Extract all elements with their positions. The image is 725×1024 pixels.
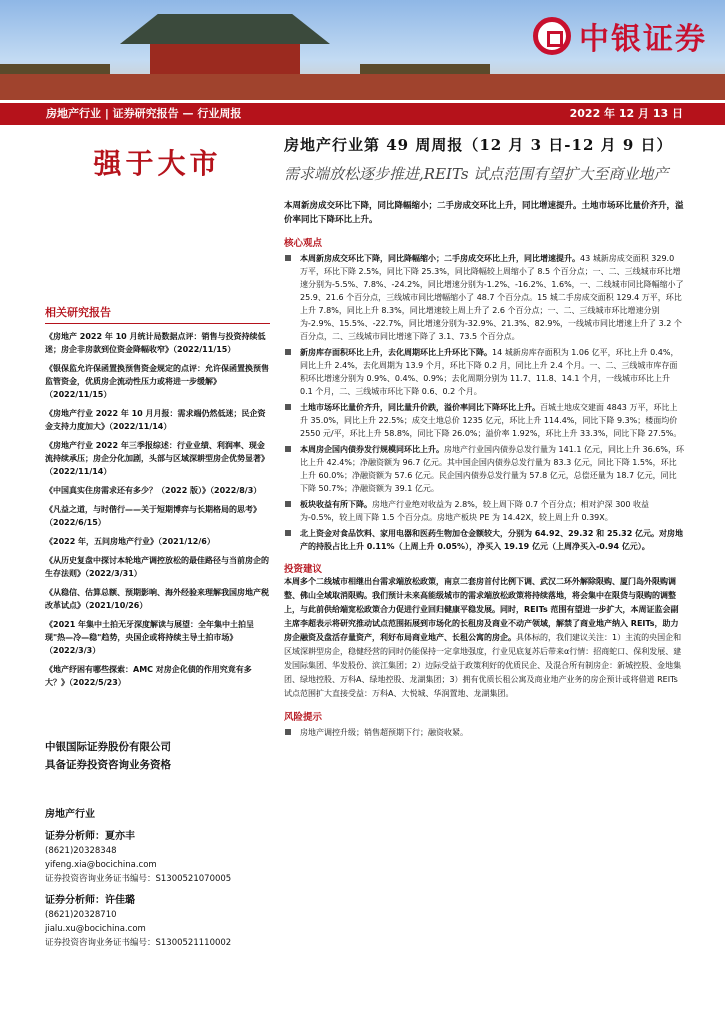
palace-roof: [120, 14, 330, 44]
analyst-title: 证券分析师：夏亦丰: [45, 831, 135, 842]
header-banner-image: [0, 0, 725, 100]
main-content: [284, 130, 684, 739]
analyst-phone: (8621)20328348: [45, 846, 117, 856]
core-point: 板块收益有所下降。房地产行业绝对收益为 2.8%，较上周下降 0.7 个百分点；相对沪深 300 收益为-0.5%，较上周下降 1.5 个百分点。房地产板块 PE 为 14.42X，较上周上升 0.39X。: [284, 498, 684, 524]
category-bar: [0, 103, 725, 125]
lead-summary: 本周新房成交环比下降，同比降幅缩小；二手房成交环比上升，同比增速提升。土地市场环比量价齐升，溢价率同比下降环比上升。: [284, 201, 684, 225]
core-points: [284, 252, 684, 553]
related-list: [45, 330, 270, 689]
palace-wall: [0, 74, 725, 100]
logo-text: 中银证券: [579, 22, 707, 57]
related-item[interactable]: 《2021 年集中土拍无牙深度解读与展望：全年集中土拍呈现"热—冷—稳"趋势，央国企或将持续主导土拍市场》（2022/3/3）: [45, 620, 255, 655]
risk-heading: 风险提示: [284, 712, 323, 723]
analyst-email[interactable]: jialu.xu@bocichina.com: [45, 924, 146, 934]
analyst-info: [45, 800, 231, 950]
core-point: 本周新房成交环比下降，同比降幅缩小；二手房成交环比上升，同比增速提升。43 城新房成交面积 329.0 万平，环比下降 2.5%，同比下降 25.3%，同比降幅较上周缩小了 8.5 个百分点；一、二、三线城市环比增速分别为-5.5%、7.8%、-24.2%，同比增速分别为-1.2%、-16.2%、1.6%，一、二线城市同比降幅缩小了 25.9、21.6 个百分点，三线城市同比增幅缩小了 48.7 个百分点。15 城二手房成交面积 129.4 万平，环比上升 7.8%，同比上升 8.3%，同比增速较上周上升了 2.6 个百分点；一、二、三线城市环比增速分别为-2.9%、15.5%、-22.7%，同比增速分别为-32.9%、21.3%、82.9%，一线城市同比增速上升了 3.2 个百分点，二、三线城市同比增速下降了 3.1、73.5 个百分点。: [284, 252, 684, 343]
related-item[interactable]: 《从历史复盘中探讨本轮地产调控放松的最佳路径与当前房企的生存法则》（2022/3/31）: [45, 556, 269, 578]
boc-logo-icon: [533, 17, 571, 55]
company-logo: [533, 14, 707, 58]
core-point: 土地市场环比量价齐升，同比量升价跌，溢价率同比下降环比上升。百城土地成交建面 4843 万平，环比上升 35.0%，同比上升 22.5%；成交土地总价 1235 亿元，环比上升 114.4%，同比下降 9.3%；楼面均价 2550 元/平，环比上升 58.8%，同比下降 26.0%；溢价率 1.92%，环比上升 33.3%，同比下降 27.5%。: [284, 401, 684, 440]
related-item[interactable]: 《中国真实住房需求还有多少？（2022 版）》（2022/8/3）: [45, 486, 262, 495]
related-item[interactable]: 《房地产行业 2022 年三季报综述：行业业绩、利润率、现金流持续承压；房企分化加剧，头部与区域深耕型房企优势显著》（2022/11/14）: [45, 441, 269, 476]
company-info: [45, 738, 171, 774]
core-heading: 核心观点: [284, 238, 323, 249]
sidebar: [45, 130, 270, 990]
related-item[interactable]: 《地产纾困有哪些探索：AMC 对房企化债的作用究竟有多大？》（2022/5/23）: [45, 665, 252, 687]
related-item[interactable]: 《房地产 2022 年 10 月统计局数据点评：销售与投资持续低迷；房企非房款到位资金降幅收窄》（2022/11/15）: [45, 332, 266, 354]
report-date: 2022 年 12 月 13 日: [569, 107, 683, 120]
related-item[interactable]: 《银保监允许保函置换预售资金规定的点评：允许保函置换预售监管资金，优质房企流动性压力或将进一步缓解》（2022/11/15）: [45, 364, 269, 399]
related-heading: 相关研究报告: [45, 304, 270, 324]
related-item[interactable]: 《从稳信、估算总额、预期影响、海外经验来理解我国房地产税改革试点》（2021/10/26）: [45, 588, 269, 610]
related-item[interactable]: 《2022 年，五问房地产行业》（2021/12/6）: [45, 537, 215, 546]
core-point: 新房库存面积环比上升，去化周期环比上升环比下降。14 城新房库存面积为 1.06 亿平，环比上升 0.4%，同比上升 2.4%，去化周期为 13.9 个月，环比下降 0.2 月，同比上升 2.4 个月。一、二、三线城市库存面积环比增速分别为 0.9%、0.4%、0.9%；去化周期分别为 11.7、11.8、14.1 个月，一线城市环比上升 0.1 个月，二、三线城市环比下降 0.6、0.2 个月。: [284, 346, 684, 398]
risk-item: 房地产调控升级；销售超预期下行；融资收紧。: [284, 726, 684, 739]
report-category: 房地产行业 | 证券研究报告 — 行业周报: [46, 107, 242, 120]
analyst-license: 证券投资咨询业务证书编号：S1300521070005: [45, 874, 232, 884]
related-item[interactable]: 《房地产行业 2022 年 10 月月报：需求端仍然低迷；民企资金支持力度加大》（2022/11/14）: [45, 409, 266, 431]
report-title: 房地产行业第 49 周周报（12 月 3 日-12 月 9 日）: [284, 136, 673, 154]
analyst-license: 证券投资咨询业务证书编号：S1300521110002: [45, 938, 232, 948]
analyst-phone: (8621)20328710: [45, 910, 117, 920]
core-point: 本周房企国内债券发行规模同环比上升。房地产行业国内债券总发行量为 141.1 亿元，同比上升 36.6%，环比上升 42.4%；净融资额为 96.7 亿元。其中国企国内债券总发行量为 83.3 亿元，同比下降 1.5%，环比上升 60.0%；净融资额为 57.6 亿元。民企国内债券总发行量为 57.8 亿元，总偿还量为 18.7 亿元，同比下降 50.7%；净融资额为 39.1 亿元。: [284, 443, 684, 495]
analyst-email[interactable]: yifeng.xia@bocichina.com: [45, 860, 157, 870]
company-qualification: 具备证券投资咨询业务资格: [45, 759, 171, 771]
rating: 强于大市: [93, 147, 222, 180]
advice-heading: 投资建议: [284, 564, 323, 575]
report-subtitle: 需求端放松逐步推进,REITs 试点范围有望扩大至商业地产: [284, 165, 669, 183]
analyst-title: 证券分析师：许佳璐: [45, 895, 135, 906]
industry-label: 房地产行业: [45, 809, 95, 820]
palace-hall: [150, 44, 300, 74]
core-point: 北上资金对食品饮料、家用电器和医药生物加仓金额较大，分别为 64.92、29.32 和 25.32 亿元。对房地产的持股占比上升 0.11%（上周上升 0.05%），净买入 19.19 亿元（上周净买入-0.94 亿元）。: [284, 527, 684, 553]
advice-text: 本周多个二线城市相继出台需求端放松政策，南京二套房首付比例下调、武汉二环外解除限购、厦门岛外限购调整、佛山全域取消限购。我们预计未来高能级城市的需求端放松政策将持续落地，将会集中在限贷与限购的调整上，与此前供给端宽松政策合力促进行业回归健康平稳发展。同时，REITs 范围有望进一步扩大，本周证监会副主席李超表示将研究推动试点范围拓展到市场化的长租房及商业不动产领域，解禁了商业地产纳入 REITs，助力房企融资及盘活存量资产，利好布局商业地产、长租公寓的房企。具体标的，我们建议关注：1）主流的央国企和区域深耕型房企，稳健经营的同时仍能保持一定拿地强度，行业见底复苏后带来α行情：招商蛇口、保利发展、建发国际集团、华发股份、滨江集团；2）边际受益于政策利好的优质民企、及混合所有制房企：新城控股、金地集团、绿地控股、万科A、绿地控股、龙湖集团；3）拥有优质长租公寓及商业地产业务的房企预计或将借道 REITs 试点范围扩大直接受益：万科A、大悦城、华润置地、龙湖集团。: [284, 577, 682, 698]
company-name: 中银国际证券股份有限公司: [45, 741, 171, 753]
related-item[interactable]: 《凡益之道，与时偕行——关于短期博弈与长期格局的思考》（2022/6/15）: [45, 505, 261, 527]
risk-list: [284, 726, 684, 739]
